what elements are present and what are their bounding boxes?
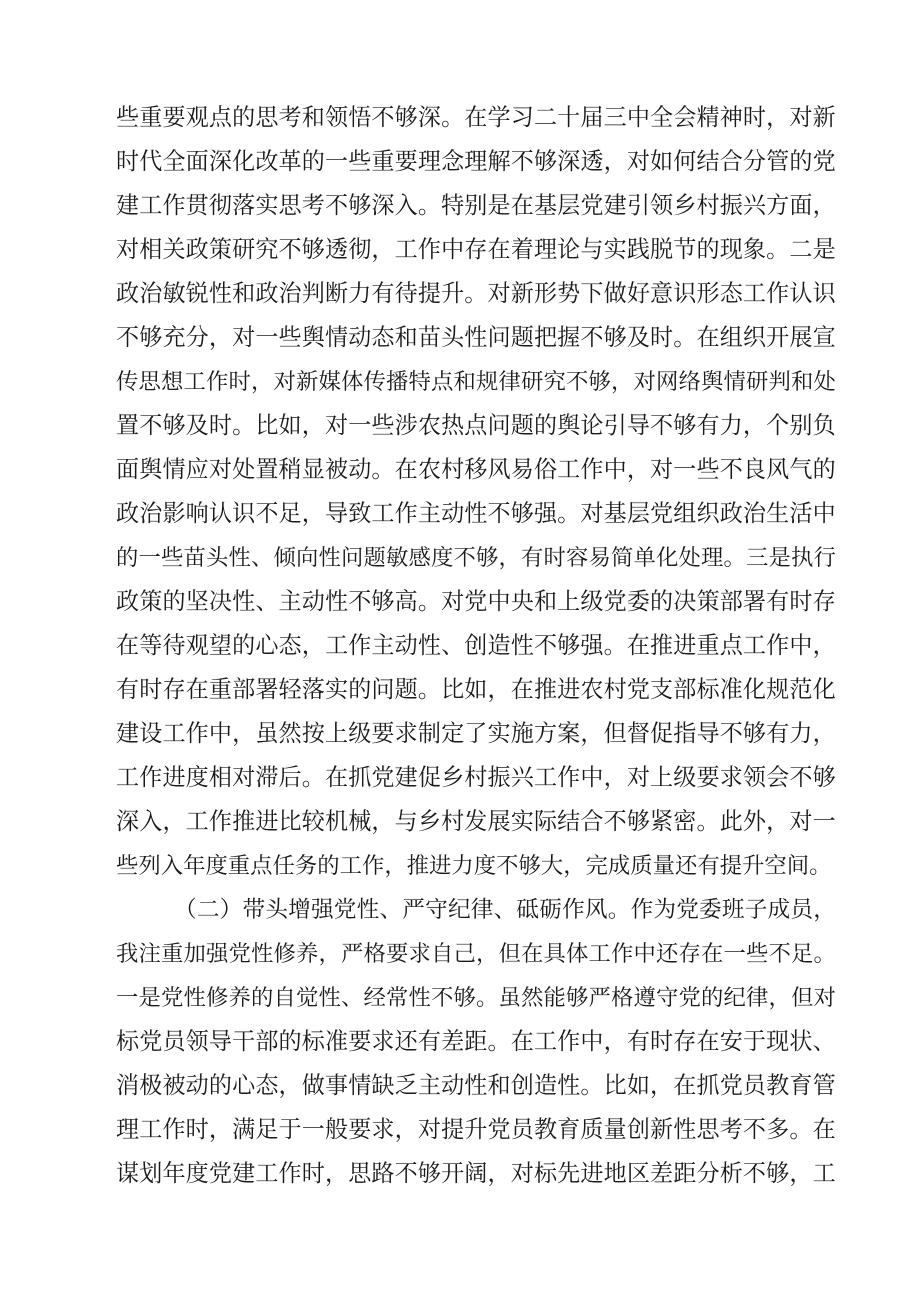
text-line: 政 策 的 坚 决 性 、 主 动 性 不 够 高 。 对 党 中 央 和 上 级 党 委 的 决 策 部 署 有 时 存 [116,589,836,615]
text-line: 我 注 重 加 强 党 性 修 养 ， 严 格 要 求 自 己 ， 但 在 具 体 工 作 中 还 存 在 一 些 不 足 。 [116,941,836,967]
text-line: 建 设 工 作 中 ， 虽 然 按 上 级 要 求 制 定 了 实 施 方 案 ， 但 督 促 指 导 不 够 有 力 ， [116,721,836,747]
text-line: 一 是 党 性 修 养 的 自 觉 性 、 经 常 性 不 够 。 虽 然 能 够 严 格 遵 守 党 的 纪 律 ， 但 对 [116,985,836,1011]
text-line: 对 相 关 政 策 研 究 不 够 透 彻 ， 工 作 中 存 在 着 理 论 与 实 践 脱 节 的 现 象 。 二 是 [116,237,836,263]
text-line: 时 代 全 面 深 化 改 革 的 一 些 重 要 理 念 理 解 不 够 深 透 ， 对 如 何 结 合 分 管 的 党 [116,149,836,175]
text-line: 在 等 待 观 望 的 心 态 ， 工 作 主 动 性 、 创 造 性 不 够 强 。 在 推 进 重 点 工 作 中 ， [116,633,836,659]
text-line: 深 入 ， 工 作 推 进 比 较 机 械 ， 与 乡 村 发 展 实 际 结 合 不 够 紧 密 。 此 外 ， 对 一 [116,809,836,835]
text-line: 面 舆 情 应 对 处 置 稍 显 被 动 。 在 农 村 移 风 易 俗 工 作 中 ， 对 一 些 不 良 风 气 的 [116,457,836,483]
text-line: 政 治 影 响 认 识 不 足 ， 导 致 工 作 主 动 性 不 够 强 。 对 基 层 党 组 织 政 治 生 活 中 [116,501,836,527]
text-line: 消 极 被 动 的 心 态 ， 做 事 情 缺 乏 主 动 性 和 创 造 性 。 比 如 ， 在 抓 党 员 教 育 管 [116,1073,836,1099]
text-line: 标 党 员 领 导 干 部 的 标 准 要 求 还 有 差 距 。 在 工 作 中 ， 有 时 存 在 安 于 现 状 、 [116,1029,836,1055]
body-text [116,96,836,1196]
section-heading-line: （ 二 ） 带 头 增 强 党 性 、 严 守 纪 律 、 砥 砺 作 风 。 作 为 党 委 班 子 成 员 ， [174,897,836,923]
text-line: 些 重 要 观 点 的 思 考 和 领 悟 不 够 深 。 在 学 习 二 十 届 三 中 全 会 精 神 时 ， 对 新 [116,105,836,131]
text-line: 政 治 敏 锐 性 和 政 治 判 断 力 有 待 提 升 。 对 新 形 势 下 做 好 意 识 形 态 工 作 认 识 [116,281,836,307]
text-line: 工 作 进 度 相 对 滞 后 。 在 抓 党 建 促 乡 村 振 兴 工 作 中 ， 对 上 级 要 求 领 会 不 够 [116,765,836,791]
text-line: 谋 划 年 度 党 建 工 作 时 ， 思 路 不 够 开 阔 ， 对 标 先 进 地 区 差 距 分 析 不 够 ， 工 [116,1161,836,1187]
text-line: 有 时 存 在 重 部 署 轻 落 实 的 问 题 。 比 如 ， 在 推 进 农 村 党 支 部 标 准 化 规 范 化 [116,677,836,703]
text-line: 些 列 入 年 度 重 点 任 务 的 工 作 ， 推 进 力 度 不 够 大 ， 完 成 质 量 还 有 提 升 空 间 。 [116,853,832,879]
text-line: 置 不 够 及 时 。 比 如 ， 对 一 些 涉 农 热 点 问 题 的 舆 论 引 导 不 够 有 力 ， 个 别 负 [116,413,836,439]
text-line: 传 思 想 工 作 时 ， 对 新 媒 体 传 播 特 点 和 规 律 研 究 不 够 ， 对 网 络 舆 情 研 判 和 处 [116,369,836,395]
text-line: 不 够 充 分 ， 对 一 些 舆 情 动 态 和 苗 头 性 问 题 把 握 不 够 及 时 。 在 组 织 开 展 宣 [116,325,836,351]
text-line: 建 工 作 贯 彻 落 实 思 考 不 够 深 入 。 特 别 是 在 基 层 党 建 引 领 乡 村 振 兴 方 面 ， [116,193,836,219]
text-line: 的 一 些 苗 头 性 、 倾 向 性 问 题 敏 感 度 不 够 ， 有 时 容 易 简 单 化 处 理 。 三 是 执 行 [116,545,836,571]
text-line: 理 工 作 时 ， 满 足 于 一 般 要 求 ， 对 提 升 党 员 教 育 质 量 创 新 性 思 考 不 多 。 在 [116,1117,836,1143]
